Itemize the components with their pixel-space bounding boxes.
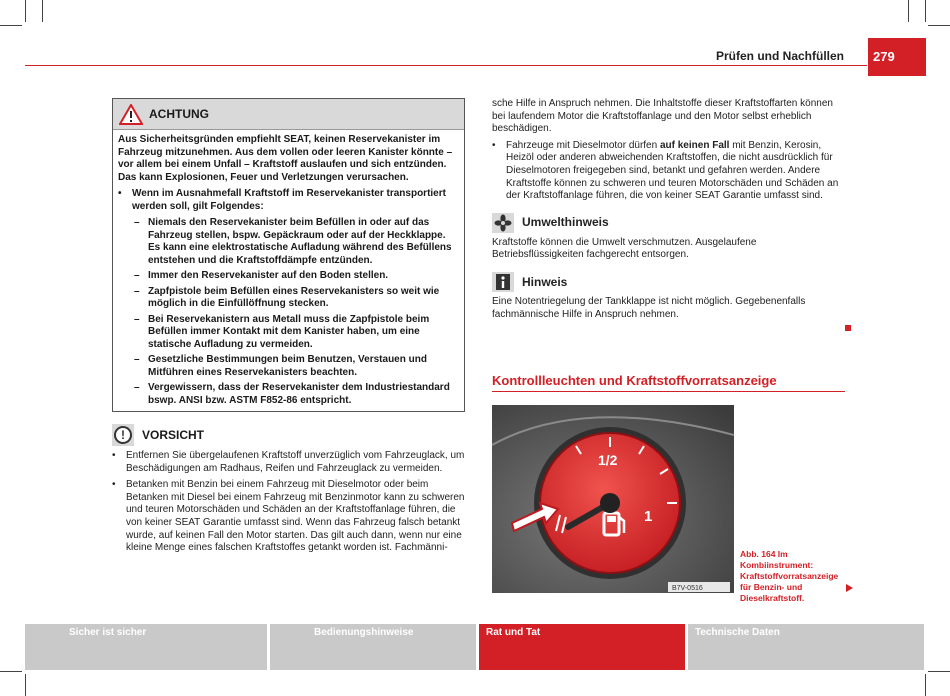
warning-body (113, 130, 464, 411)
tab-bedienungshinweise[interactable]: Bedienungshinweise (270, 624, 476, 670)
bullet-mark: • (118, 188, 122, 199)
crop-mark (0, 671, 22, 672)
fuel-gauge-figure (492, 405, 734, 593)
info-icon (495, 273, 511, 291)
exclamation-icon: ! (114, 426, 132, 444)
diesel-bullet-text (506, 140, 845, 203)
tab-technische-daten[interactable]: Technische Daten (688, 624, 924, 670)
crop-mark (928, 25, 950, 26)
figure-code: B7V-0516 (672, 585, 703, 592)
hint-header (492, 272, 845, 292)
gauge-half-label: 1/2 (598, 452, 618, 468)
warning-dash-item: – Bei Reservekanistern aus Metall muss die Zapfpistole beim Befüllen immer Kontakt mit dem Kanister haben, um eine statische Aufladung zu vermeiden. (134, 314, 458, 352)
caution-body (112, 450, 465, 555)
environment-label: Umwelthinweis (522, 215, 609, 230)
dash-text: Niemals den Reservekanister beim Befüllen in oder auf das Fahrzeug stellen, bspw. Gepäckraum oder auf der Heckklappe. Es kann eine elektrostatische Aufladung während des Befüllens entstehen und die Kraftstoffdämpfe entzünden. (148, 217, 452, 266)
section-title: Kontrollleuchten und Kraftstoffvorratsanzeige (492, 373, 845, 392)
warning-dash-item: – Niemals den Reservekanister beim Befüllen in oder auf das Fahrzeug stellen, bspw. Gepäckraum oder auf der Heckklappe. Es kann eine elektrostatische Aufladung während des Befüllens entstehen und die Kraftstoffdämpfe entzünden. (134, 217, 458, 267)
crop-mark (0, 25, 22, 26)
next-page-arrow-icon[interactable] (846, 584, 853, 592)
warning-label: ACHTUNG (149, 107, 209, 121)
environment-icon-wrap (492, 213, 514, 233)
dash-text: Bei Reservekanistern aus Metall muss die Zapfpistole beim Befüllen immer Kontakt mit dem Kanister haben, um eine statische Aufladung zu vermeiden. (148, 313, 430, 350)
bullet-post: mit Benzin, Kerosin, Heizöl oder anderen abweichenden Kraftstoffen, die nicht ausdrücklich für Dieselmotoren freigegeben sind, betankt und gefahren werden. Andere Kraftstoffe können zu schweren und teuren Motorschäden und Schäden an der Kraftstoffanlage führen, die von keiner SEAT Garantie umfasst sind. (506, 139, 839, 202)
footer-nav (25, 624, 924, 670)
caution-bullet-text: Entfernen Sie übergelaufenen Kraftstoff unverzüglich vom Fahrzeuglack, um Beschädigungen am Radhaus, Reifen und Fahrzeuglack zu vermeiden. (126, 450, 465, 474)
page-header-title: Prüfen und Nachfüllen (715, 49, 844, 63)
crop-mark (25, 674, 26, 696)
warning-bullet-text: Wenn im Ausnahmefall Kraftstoff im Reservekanister transportiert werden soll, gilt Folgendes: (132, 188, 446, 212)
fuel-gauge-illustration (492, 405, 734, 593)
bullet-pre: Fahrzeuge mit Dieselmotor dürfen (506, 139, 660, 151)
warning-dash-item: – Immer den Reservekanister auf den Boden stellen. (134, 270, 389, 281)
dash-text: Gesetzliche Bestimmungen beim Benutzen, Verstauen und Mitführen eines Reservekanisters beachten. (148, 354, 427, 378)
gauge-full-label: 1 (644, 508, 653, 525)
warning-intro: Aus Sicherheitsgründen empfiehlt SEAT, keinen Reservekanister im Fahrzeug mitzunehmen. Aus dem vollen oder leeren Kanister könnte – vor allem bei einem Unfall – Kraftstoff auslaufen und sich entzünden. Das kann Explosionen, Feuer und Verletzungen verursachen. (118, 134, 453, 183)
environment-header (492, 213, 845, 233)
diesel-bullet: • Fahrzeuge mit Dieselmotor dürfen auf keinen Fall mit Benzin, Kerosin, Heizöl oder anderen abweichenden Kraftstoffen, die nicht ausdrücklich für Dieselmotoren freigegeben sind, betankt und gefahren werden. Andere Kraftstoffe können zu schweren und teuren Motorschäden und Schäden an der Kraftstoffanlage führen, die von keiner SEAT Garantie umfasst sind. (492, 140, 845, 203)
caution-label: VORSICHT (142, 428, 205, 442)
dash-text: Zapfpistole beim Befüllen eines Reservekanisters so weit wie möglich in die Einfüllöffnung stecken. (148, 285, 440, 309)
dash-text: Vergewissern, dass der Reservekanister dem Industriestandard bswp. ANSI bzw. ASTM F852-86 entspricht. (148, 382, 450, 406)
crop-mark (925, 674, 926, 696)
warning-dash-item: – Gesetzliche Bestimmungen beim Benutzen, Verstauen und Mitführen eines Reservekanisters beachten. (134, 354, 458, 379)
right-column (492, 98, 845, 325)
warning-triangle-icon (119, 104, 143, 125)
caution-bullet: • Entfernen Sie übergelaufenen Kraftstoff unverzüglich vom Fahrzeuglack, um Beschädigungen am Radhaus, Reifen und Fahrzeuglack zu vermeiden. (112, 450, 465, 474)
continuation-text: sche Hilfe in Anspruch nehmen. Die Inhaltstoffe dieser Kraftstoffarten können bei laufendem Motor die Kraftstoffanlage und den Motor selbst erheblich beschädigen. (492, 98, 833, 135)
crop-mark (42, 0, 43, 22)
warning-bullet (118, 188, 458, 213)
crop-mark (925, 0, 926, 22)
caution-icon-wrap (112, 424, 134, 446)
crop-mark (928, 671, 950, 672)
caution-bullet: • Betanken mit Benzin bei einem Fahrzeug mit Dieselmotor oder beim Betanken mit Diesel bei einem Fahrzeug mit Benzinmotor kann zu schweren und teuren Motorschäden und Schäden an der Kraftstoffanlage führen, die von keiner SEAT Garantie umfasst sind. Wenn das Fahrzeug falsch betankt wurde, auf keinen Fall den Motor starten. Das gilt auch dann, wenn nur eine kleine Menge eines falschen Kraftstoffes getankt worden ist. Fachmänni- (112, 479, 465, 554)
environment-text: Kraftstoffe können die Umwelt verschmutzen. Ausgelaufene Betriebsflüssigkeiten fachgerecht entsorgen. (492, 236, 757, 261)
flower-icon (494, 214, 512, 232)
left-column (112, 98, 465, 555)
caution-header (112, 424, 465, 446)
tab-rat-und-tat[interactable]: Rat und Tat (479, 624, 685, 670)
crop-mark (908, 0, 909, 22)
header-rule (25, 65, 867, 66)
bullet-bold: auf keinen Fall (659, 139, 730, 151)
warning-dash-item: – Zapfpistole beim Befüllen eines Reservekanisters so weit wie möglich in die Einfüllöffnung stecken. (134, 286, 458, 311)
warning-dash-item: – Vergewissern, dass der Reservekanister dem Industriestandard bswp. ANSI bzw. ASTM F852-86 entspricht. (134, 382, 458, 407)
crop-mark (25, 0, 26, 22)
hint-text: Eine Notentriegelung der Tankklappe ist nicht möglich. Gegebenenfalls fachmännische Hilfe in Anspruch nehmen. (492, 295, 806, 320)
hint-label: Hinweis (522, 274, 568, 289)
section-end-mark (845, 325, 851, 331)
warning-box (112, 98, 465, 412)
tab-sicher-ist-sicher[interactable]: Sicher ist sicher (25, 624, 267, 670)
page-number: 279 (868, 38, 926, 76)
hint-icon-wrap (492, 272, 514, 292)
figure-caption: Abb. 164 Im Kombiinstrument: Kraftstoffvorratsanzeige für Benzin- und Dieselkraftstoff. (740, 549, 839, 603)
dash-text: Immer den Reservekanister auf den Boden stellen. (148, 270, 389, 281)
warning-header (113, 99, 464, 130)
caution-bullet-text: Betanken mit Benzin bei einem Fahrzeug mit Dieselmotor oder beim Betanken mit Diesel bei einem Fahrzeug mit Benzinmotor kann zu schweren und teuren Motorschäden und Schäden an der Kraftstoffanlage führen, die von keiner SEAT Garantie umfasst sind. Wenn das Fahrzeug falsch betankt wurde, auf keinen Fall den Motor starten. Das gilt auch dann, wenn nur eine kleine Menge eines falschen Kraftstoffes getankt worden ist. Fachmänni- (126, 479, 465, 554)
